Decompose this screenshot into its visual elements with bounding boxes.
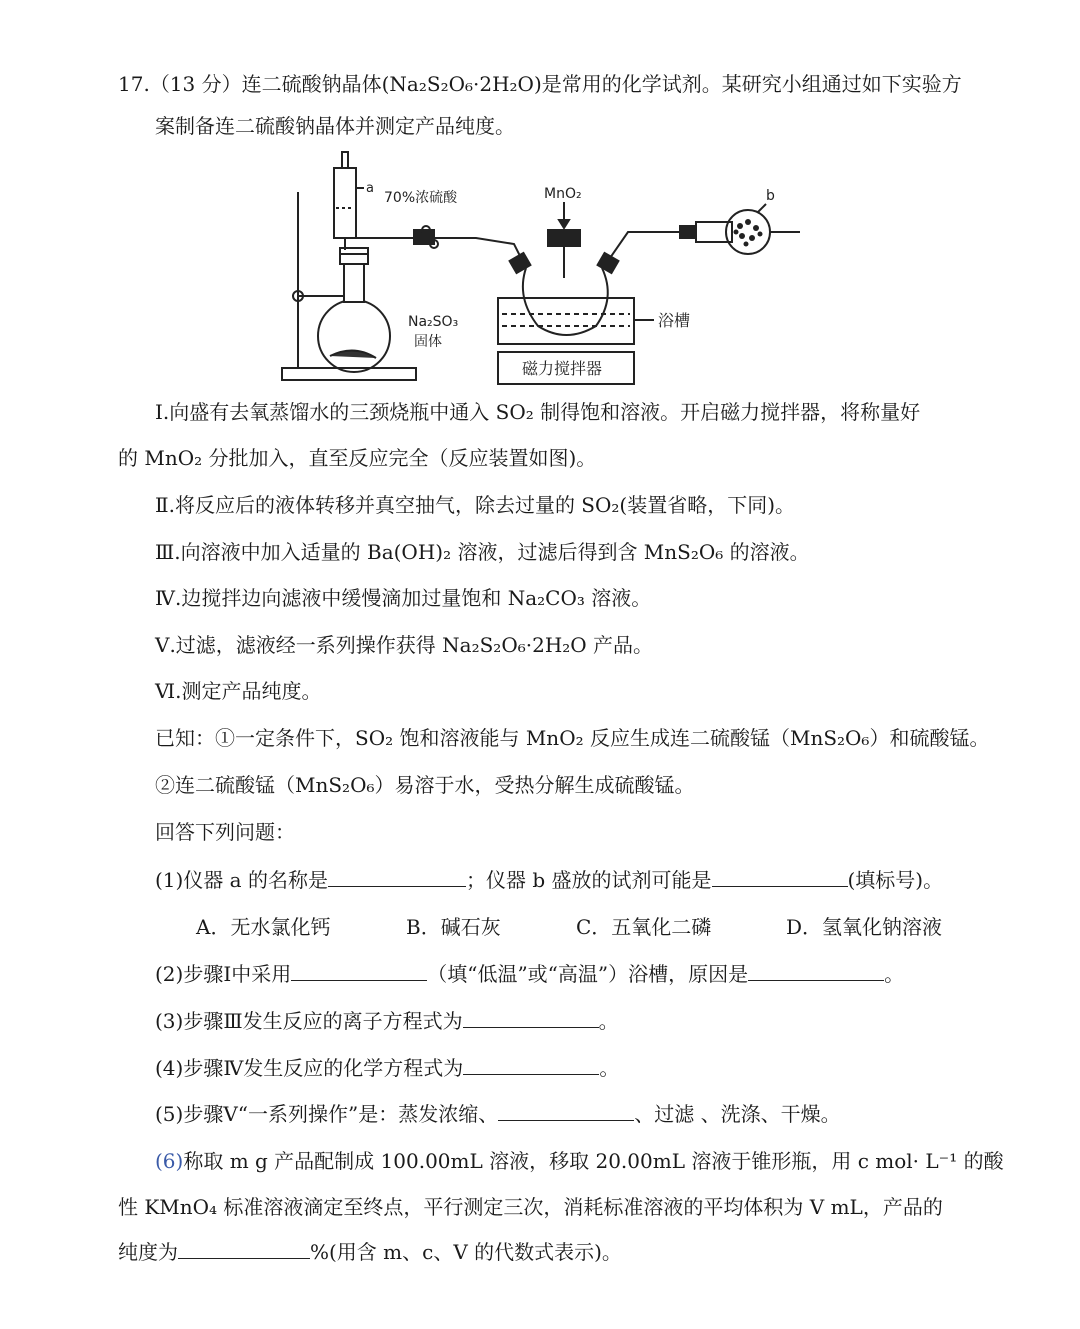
q4-text-b: 。	[599, 1056, 620, 1080]
question-intro-1: 连二硫酸钠晶体(Na₂S₂O₆·2H₂O)是常用的化学试剂。某研究小组通过如下实验方	[241, 72, 962, 96]
flask-stopper	[340, 248, 368, 264]
q6-number: (6)	[155, 1149, 184, 1173]
label-a: a	[366, 181, 374, 196]
q2-text-a: (2)步骤Ⅰ中采用	[155, 962, 292, 986]
step-3: Ⅲ.向溶液中加入适量的 Ba(OH)₂ 溶液，过滤后得到含 MnS₂O₆ 的溶液。	[155, 540, 810, 564]
q6-text-c1: 纯度为	[118, 1240, 178, 1264]
question-1	[155, 866, 943, 894]
label-b: b	[766, 188, 775, 204]
question-header	[118, 70, 962, 98]
q5-text-b: 、过滤 、洗涤、干燥。	[634, 1102, 841, 1126]
label-na2so3: Na₂SO₃	[408, 314, 459, 330]
q5-blank[interactable]	[498, 1100, 634, 1121]
q1-blank-1[interactable]	[328, 866, 466, 887]
option-b: B．碱石灰	[406, 915, 501, 939]
q3-text-a: (3)步骤Ⅲ发生反应的离子方程式为	[155, 1009, 463, 1033]
q1-text-c: (填标号)。	[847, 868, 944, 892]
known-1: 已知：①一定条件下，SO₂ 饱和溶液能与 MnO₂ 反应生成连二硫酸锰（MnS₂O₆）和硫酸锰。	[155, 726, 990, 750]
question-3	[155, 1007, 619, 1035]
label-mno2: MnO₂	[544, 186, 582, 202]
option-a: A．无水氯化钙	[196, 915, 331, 939]
question-6-line-3	[118, 1238, 622, 1266]
separatory-funnel-a	[334, 168, 356, 238]
apparatus-diagram	[276, 148, 804, 388]
step-6: Ⅵ.测定产品纯度。	[155, 679, 322, 703]
option-c: C．五氧化二磷	[576, 915, 712, 939]
q1-text-b: ；仪器 b 盛放的试剂可能是	[465, 868, 712, 892]
label-acid: 70%浓硫酸	[384, 190, 458, 206]
question-score: （13 分）	[149, 72, 242, 96]
q5-text-a: (5)步骤Ⅴ“一系列操作”是：蒸发浓缩、	[155, 1102, 499, 1126]
label-solid: 固体	[414, 334, 442, 350]
step-4: Ⅳ.边搅拌边向滤液中缓慢滴加过量饱和 Na₂CO₃ 溶液。	[155, 586, 652, 610]
label-bath: 浴槽	[658, 311, 691, 330]
q6-text-a: 称取 m g 产品配制成 100.00mL 溶液，移取 20.00mL 溶液于锥形瓶，用 c mol· L⁻¹ 的酸	[183, 1149, 1004, 1173]
round-bottom-flask	[318, 300, 390, 372]
q2-blank-1[interactable]	[291, 960, 427, 981]
question-6-line-2: 性 KMnO₄ 标准溶液滴定至终点，平行测定三次，消耗标准溶液的平均体积为 V mL，产品的	[118, 1195, 943, 1219]
step-1a: Ⅰ.向盛有去氧蒸馏水的三颈烧瓶中通入 SO₂ 制得饱和溶液。开启磁力搅拌器，将称量好	[155, 400, 921, 424]
three-neck-flask	[523, 268, 608, 335]
q1-blank-2[interactable]	[712, 866, 848, 887]
question-6-line-1	[155, 1147, 1004, 1175]
q6-blank[interactable]	[178, 1238, 310, 1259]
q2-text-b: （填“低温”或“高温”）浴槽，原因是	[427, 962, 749, 986]
q3-text-b: 。	[598, 1009, 619, 1033]
question-number: 17.	[118, 72, 150, 96]
step-5: Ⅴ.过滤，滤液经一系列操作获得 Na₂S₂O₆·2H₂O 产品。	[155, 633, 654, 657]
step-1b: 的 MnO₂ 分批加入，直至反应完全（反应装置如图)。	[118, 446, 597, 470]
questions-header: 回答下列问题：	[155, 820, 295, 844]
q3-blank[interactable]	[463, 1007, 599, 1028]
q1-text-a: (1)仪器 a 的名称是	[155, 868, 328, 892]
q4-text-a: (4)步骤Ⅳ发生反应的化学方程式为	[155, 1056, 464, 1080]
known-2: ②连二硫酸锰（MnS₂O₆）易溶于水，受热分解生成硫酸锰。	[155, 773, 695, 797]
q2-blank-2[interactable]	[748, 960, 884, 981]
question-2	[155, 960, 904, 988]
bath	[498, 298, 634, 344]
option-d: D．氢氧化钠溶液	[786, 915, 943, 939]
question-5	[155, 1100, 841, 1128]
question-4	[155, 1054, 619, 1082]
label-stirrer: 磁力搅拌器	[522, 359, 603, 378]
q2-text-c: 。	[884, 962, 905, 986]
q4-blank[interactable]	[463, 1054, 599, 1075]
stand-base	[282, 368, 416, 380]
question-intro-2: 案制备连二硫酸钠晶体并测定产品纯度。	[155, 114, 515, 138]
q6-text-c2: %(用含 m、c、V 的代数式表示)。	[310, 1240, 622, 1264]
step-2: Ⅱ.将反应后的液体转移并真空抽气，除去过量的 SO₂(装置省略，下同)。	[155, 493, 796, 517]
